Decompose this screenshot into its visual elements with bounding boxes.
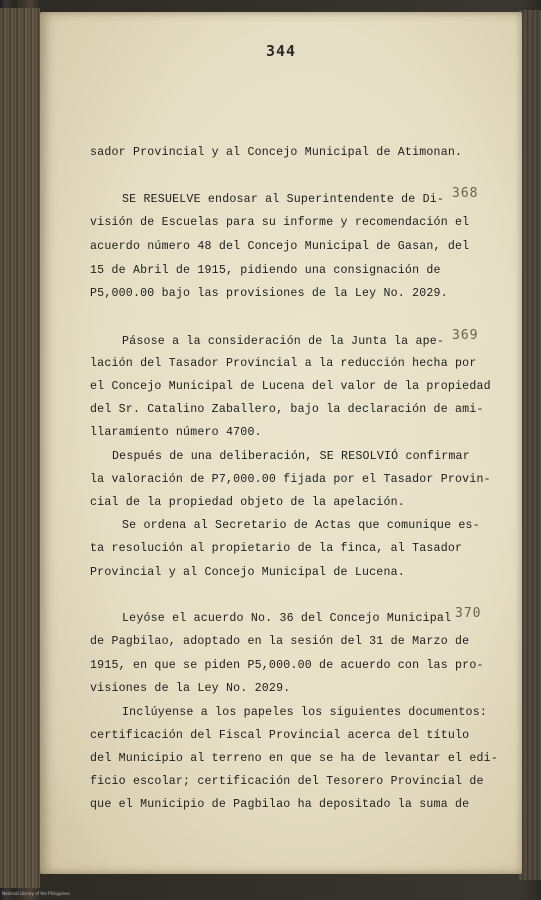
text-line: visión de Escuelas para su informe y recomendación el bbox=[90, 216, 470, 229]
document-page bbox=[40, 12, 522, 874]
text-line: Inclúyense a los papeles los siguientes documentos: bbox=[122, 706, 488, 719]
text-line: del Sr. Catalino Zaballero, bajo la declaración de ami- bbox=[90, 403, 484, 416]
text-line: del Municipio al terreno en que se ha de levantar el edi- bbox=[90, 752, 498, 765]
page-number: 344 bbox=[265, 42, 297, 60]
text-line: sador Provincial y al Concejo Municipal de Atimonan. bbox=[90, 146, 463, 159]
text-line: ta resolución al propietario de la finca, al Tasador bbox=[90, 542, 463, 555]
text-line: el Concejo Municipal de Lucena del valor de la propiedad bbox=[90, 380, 491, 393]
scan-footer: National Library of the Philippines bbox=[2, 891, 70, 896]
book-page-edges-right bbox=[519, 10, 541, 880]
book-page-edges-left bbox=[0, 8, 40, 888]
text-line: lación del Tasador Provincial a la reducción hecha por bbox=[90, 357, 477, 370]
marginal-number: 368 bbox=[452, 186, 479, 201]
text-line: Después de una deliberación, SE RESOLVIÓ confirmar bbox=[112, 450, 470, 463]
text-line: Provincial y al Concejo Municipal de Lucena. bbox=[90, 566, 405, 579]
text-line: la valoración de P7,000.00 fijada por el Tasador Provin- bbox=[90, 473, 491, 486]
text-line: de Pagbilao, adoptado en la sesión del 31 de Marzo de bbox=[90, 635, 470, 648]
marginal-number: 370 bbox=[455, 606, 482, 621]
text-line: acuerdo número 48 del Concejo Municipal de Gasan, del bbox=[90, 240, 470, 253]
text-line: cial de la propiedad objeto de la apelación. bbox=[90, 496, 405, 509]
text-line: llaramiento número 4700. bbox=[90, 426, 262, 439]
text-line: certificación del Fiscal Provincial acerca del título bbox=[90, 729, 470, 742]
text-line: Se ordena al Secretario de Actas que comunique es- bbox=[122, 519, 480, 532]
text-line: visiones de la Ley No. 2029. bbox=[90, 682, 291, 695]
text-line: Pásose a la consideración de la Junta la ape- bbox=[122, 335, 445, 348]
text-line: ficio escolar; certificación del Tesorero Provincial de bbox=[90, 775, 484, 788]
text-line: 15 de Abril de 1915, pidiendo una consignación de bbox=[90, 264, 441, 277]
text-line: SE RESUELVE endosar al Superintendente de Di- bbox=[122, 193, 445, 206]
text-line: Leyóse el acuerdo No. 36 del Concejo Municipal bbox=[122, 612, 452, 625]
marginal-number: 369 bbox=[452, 328, 479, 343]
text-line: que el Municipio de Pagbilao ha depositado la suma de bbox=[90, 798, 470, 811]
text-line: 1915, en que se piden P5,000.00 de acuerdo con las pro- bbox=[90, 659, 484, 672]
text-line: P5,000.00 bajo las provisiones de la Ley No. 2029. bbox=[90, 287, 448, 300]
